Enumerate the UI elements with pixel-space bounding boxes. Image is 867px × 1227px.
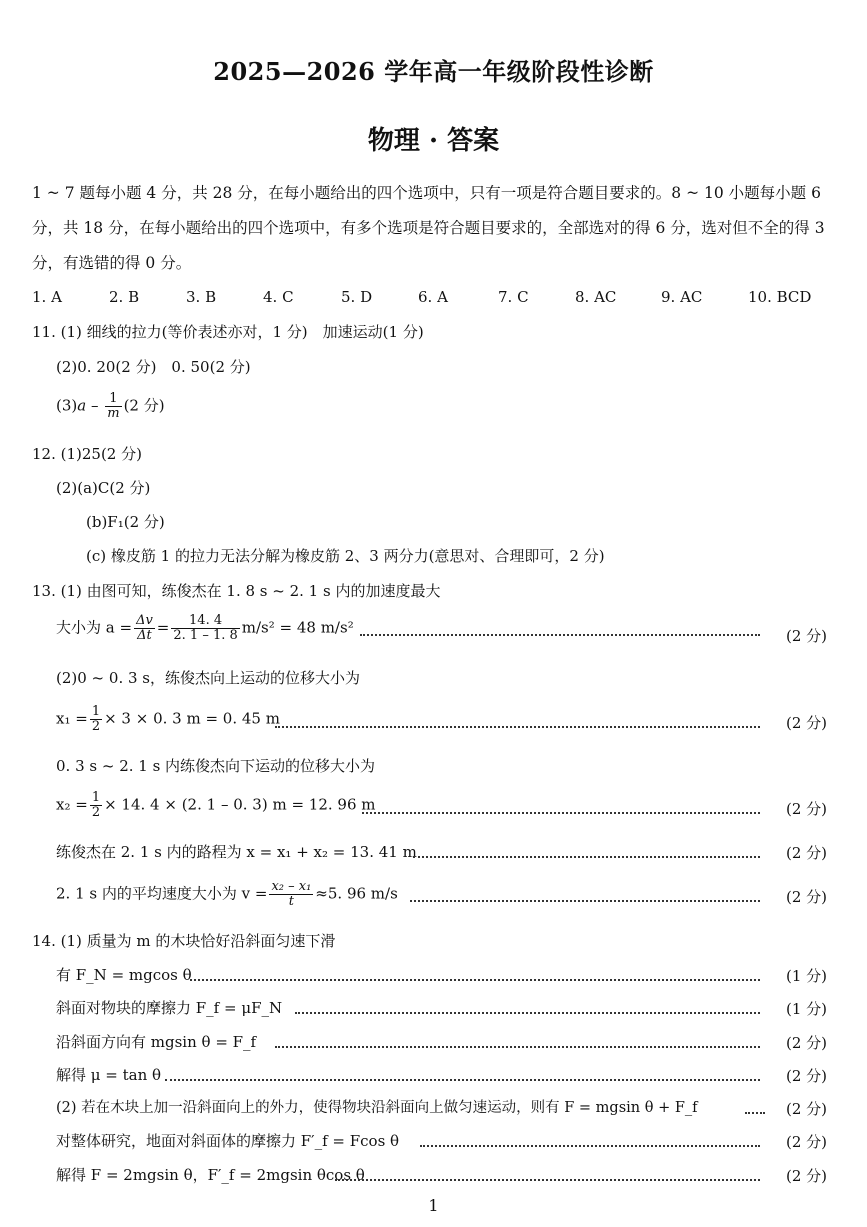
dot-leader	[275, 724, 760, 728]
q14-line3: 斜面对物块的摩擦力 F_f = μF_N	[56, 999, 283, 1017]
score: (1 分)	[785, 967, 827, 985]
dot-leader	[420, 1143, 760, 1147]
page-subtitle: 物理 · 答案	[367, 126, 500, 156]
dot-leader	[165, 1077, 760, 1081]
answer-item: 3. B	[186, 288, 217, 306]
q14-line1: 14. (1) 质量为 m 的木块恰好沿斜面匀速下滑	[32, 932, 336, 950]
score: (1 分)	[785, 1000, 827, 1018]
q14-line6: (2) 若在木块上加一沿斜面向上的外力，使得物块沿斜面向上做匀速运动，则有 F = mgsin θ + F_f	[56, 1100, 698, 1116]
q12-line1: 12. (1)25(2 分)	[32, 445, 142, 463]
fraction: $\frac{1}{2}$	[91, 704, 101, 734]
answer-item: 8. AC	[575, 288, 617, 306]
dot-leader	[410, 898, 760, 902]
answer-item: 6. A	[418, 288, 448, 306]
dot-leader	[413, 854, 760, 858]
q14-line5: 解得 μ = tan θ	[56, 1066, 162, 1084]
score: (2 分)	[785, 627, 827, 645]
q13-line5: 0. 3 s ~ 2. 1 s 内练俊杰向下运动的位移大小为	[56, 757, 376, 775]
dot-leader	[362, 810, 760, 814]
score: (2 分)	[785, 888, 827, 906]
answer-item: 9. AC	[661, 288, 703, 306]
answer-item: 5. D	[341, 288, 373, 306]
answer-item: 7. C	[498, 288, 529, 306]
q14-line2: 有 F_N = mgcos θ	[56, 966, 192, 984]
page-title: 2025—2026 学年高一年级阶段性诊断	[213, 57, 654, 86]
q12-line4: (c) 橡皮筋 1 的拉力无法分解为橡皮筋 2、3 两分力(意思对、合理即可，2 分)	[86, 547, 605, 565]
score: (2 分)	[785, 714, 827, 732]
score: (2 分)	[785, 1133, 827, 1151]
page-number: 1	[428, 1196, 439, 1215]
q13-line3: (2)0 ~ 0. 3 s，练俊杰向上运动的位移大小为	[56, 669, 360, 687]
score: (2 分)	[785, 844, 827, 862]
dot-leader	[190, 977, 760, 981]
score: (2 分)	[785, 1167, 827, 1185]
fraction: $\frac{1}{2}$	[91, 790, 101, 820]
fraction: $\frac{\text{x₂ – x₁}}{t}$	[271, 879, 312, 909]
answer-item: 4. C	[263, 288, 294, 306]
q13-line7: 练俊杰在 2. 1 s 内的路程为 x = x₁ + x₂ = 13. 41 m	[56, 843, 417, 861]
dot-leader	[295, 1010, 760, 1014]
answer-item: 1. A	[32, 288, 62, 306]
q13-line6: x₂ = $\frac{1}{2}$ × 14. 4 × (2. 1 – 0. 3) m = 12. 96 m	[56, 790, 376, 820]
dot-leader	[360, 632, 760, 636]
q12-line2: (2)(a)C(2 分)	[56, 479, 151, 497]
q14-line7: 对整体研究，地面对斜面体的摩擦力 F′_f = Fcos θ	[56, 1132, 400, 1150]
dot-leader	[745, 1110, 765, 1114]
score: (2 分)	[785, 1100, 827, 1118]
answer-item: 10. BCD	[748, 288, 812, 306]
q13-line1: 13. (1) 由图可知，练俊杰在 1. 8 s ~ 2. 1 s 内的加速度最大	[32, 582, 441, 600]
fraction: $\frac{\Delta v}{\Delta t}$	[136, 613, 153, 643]
fraction: $\frac{1}{m}$	[107, 391, 120, 421]
q12-line3: (b)F₁(2 分)	[86, 513, 165, 531]
q13-line8: 2. 1 s 内的平均速度大小为 v = $\frac{\text{x₂ – x₁}}{t}$ ≈5. 96 m/s	[56, 879, 398, 909]
dot-leader	[275, 1044, 760, 1048]
q14-line8: 解得 F = 2mgsin θ，F′_f = 2mgsin θcos θ	[56, 1166, 365, 1184]
q13-line4: x₁ = $\frac{1}{2}$ × 3 × 0. 3 m = 0. 45 m	[56, 704, 280, 734]
q13-line2: 大小为 a = $\frac{\Delta v}{\Delta t}$ = $\frac{14. 4}{2. 1 - 1. 8}$ m/s² = 48 m/s²	[56, 613, 354, 643]
fraction: $\frac{14. 4}{2. 1 - 1. 8}$	[173, 613, 238, 643]
score: (2 分)	[785, 1034, 827, 1052]
answer-item: 2. B	[109, 288, 140, 306]
answer-list	[32, 288, 832, 306]
score: (2 分)	[785, 1067, 827, 1085]
q11-line2: (2)0. 20(2 分) 0. 50(2 分)	[56, 358, 251, 376]
dot-leader	[335, 1177, 760, 1181]
q11-line3: (3)a – $\frac{1}{m}$ (2 分)	[56, 391, 165, 421]
score: (2 分)	[785, 800, 827, 818]
q11-line1: 11. (1) 细线的拉力(等价表述亦对，1 分) 加速运动(1 分)	[32, 323, 424, 341]
intro-paragraph: 1 ~ 7 题每小题 4 分，共 28 分，在每小题给出的四个选项中，只有一项是符合题目要求的。8 ~ 10 小题每小题 6 分，共 18 分，在每小题给出的四个选项中，有多个选项是符合题目要求的，全部选对的得 6 分，选对但不全的得 3 分，有选错的得 0 分。	[32, 184, 825, 272]
q14-line4: 沿斜面方向有 mgsin θ = F_f	[56, 1033, 257, 1051]
